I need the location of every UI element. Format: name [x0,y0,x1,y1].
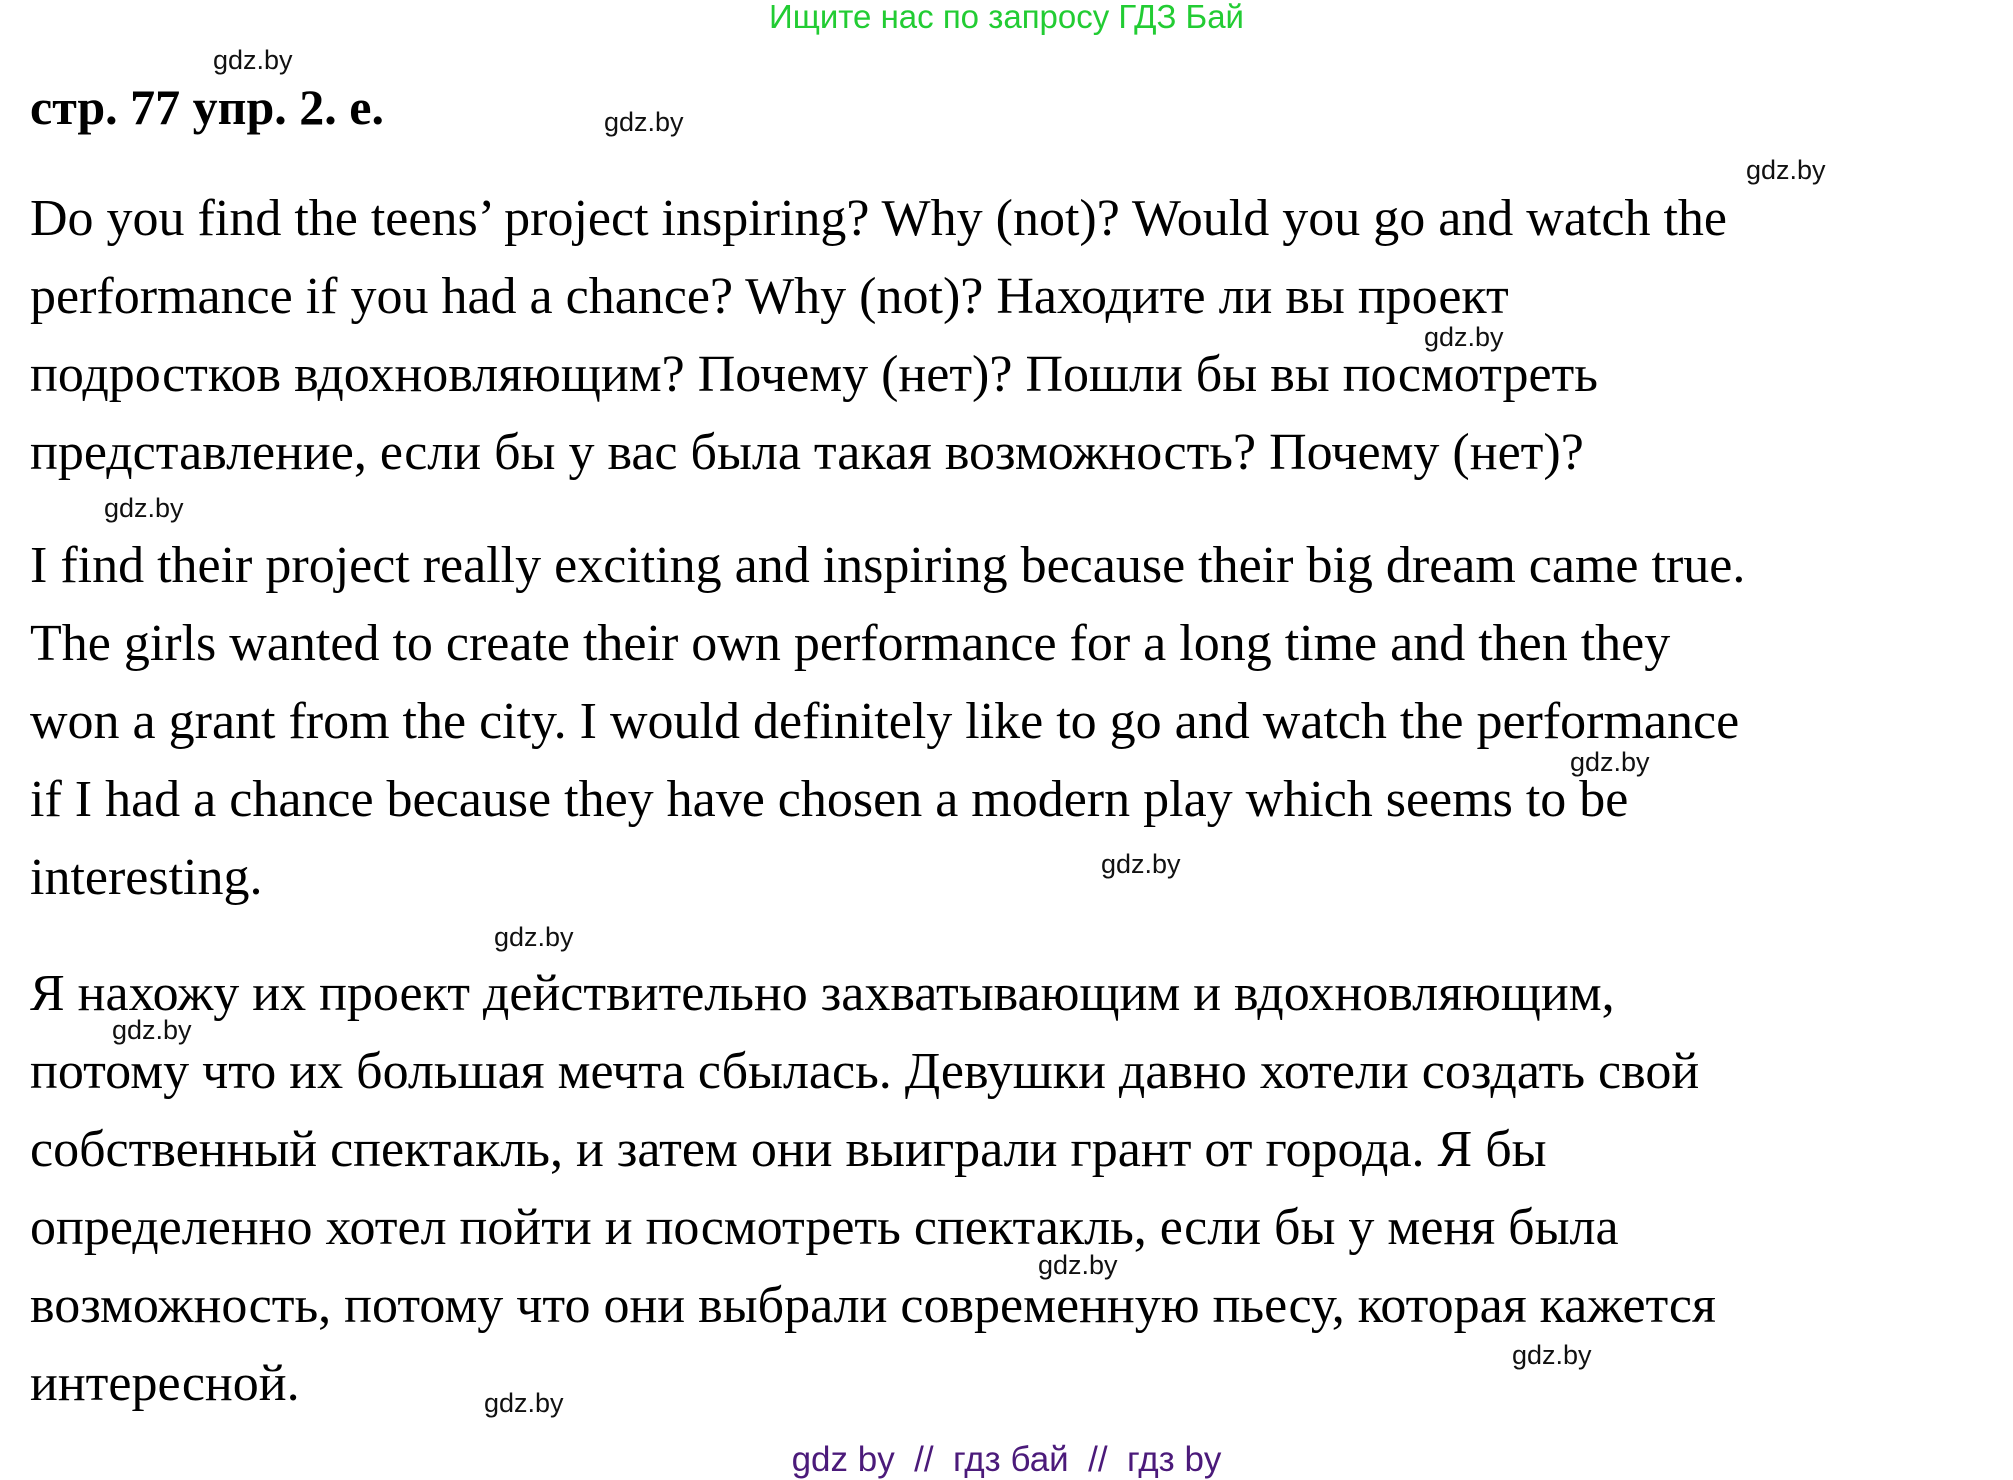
watermark: gdz.by [494,922,574,952]
exercise-heading: стр. 77 упр. 2. е. [30,79,384,135]
text-line: Я нахожу их проект действительно захватывающим и вдохновляющим, [30,965,1615,1022]
text-line: interesting. [30,849,263,906]
text-line: I find their project really exciting and inspiring because their big dream came true. [30,537,1746,594]
question-paragraph [30,180,2010,492]
answer-russian-paragraph [30,955,2010,1423]
text-line: подростков вдохновляющим? Почему (нет)? Пошли бы вы посмотреть [30,346,1598,403]
watermark: gdz.by [1038,1250,1118,1280]
text-line: собственный спектакль, и затем они выиграли грант от города. Я бы [30,1121,1547,1178]
text-line: потому что их большая мечта сбылась. Девушки давно хотели создать свой [30,1043,1700,1100]
text-line: performance if you had a chance? Why (not)? Находите ли вы проект [30,268,1509,325]
watermark: gdz.by [1424,322,1504,352]
text-line: won a grant from the city. I would definitely like to go and watch the performance [30,693,1740,750]
watermark: gdz.by [1512,1340,1592,1370]
search-banner[interactable]: Ищите нас по запросу ГДЗ Бай [769,0,1244,35]
watermark: gdz.by [1746,155,1826,185]
watermark: gdz.by [484,1388,564,1418]
watermark: gdz.by [1101,849,1181,879]
watermark: gdz.by [604,107,684,137]
watermark: gdz.by [104,493,184,523]
text-line: Do you find the teens’ project inspiring? Why (not)? Would you go and watch the [30,190,1727,247]
answer-english-paragraph [30,527,2010,917]
watermark: gdz.by [112,1015,192,1045]
text-line: интересной. [30,1355,300,1412]
watermark: gdz.by [1570,747,1650,777]
text-line: The girls wanted to create their own performance for a long time and then they [30,615,1671,672]
text-line: if I had a chance because they have chosen a modern play which seems to be [30,771,1629,828]
text-line: возможность, потому что они выбрали современную пьесу, которая кажется [30,1277,1716,1334]
footer-links[interactable]: gdz by // гдз бай // гдз by [791,1440,1222,1479]
text-line: представление, если бы у вас была такая возможность? Почему (нет)? [30,424,1584,481]
watermark: gdz.by [213,45,293,75]
text-line: определенно хотел пойти и посмотреть спектакль, если бы у меня была [30,1199,1619,1256]
